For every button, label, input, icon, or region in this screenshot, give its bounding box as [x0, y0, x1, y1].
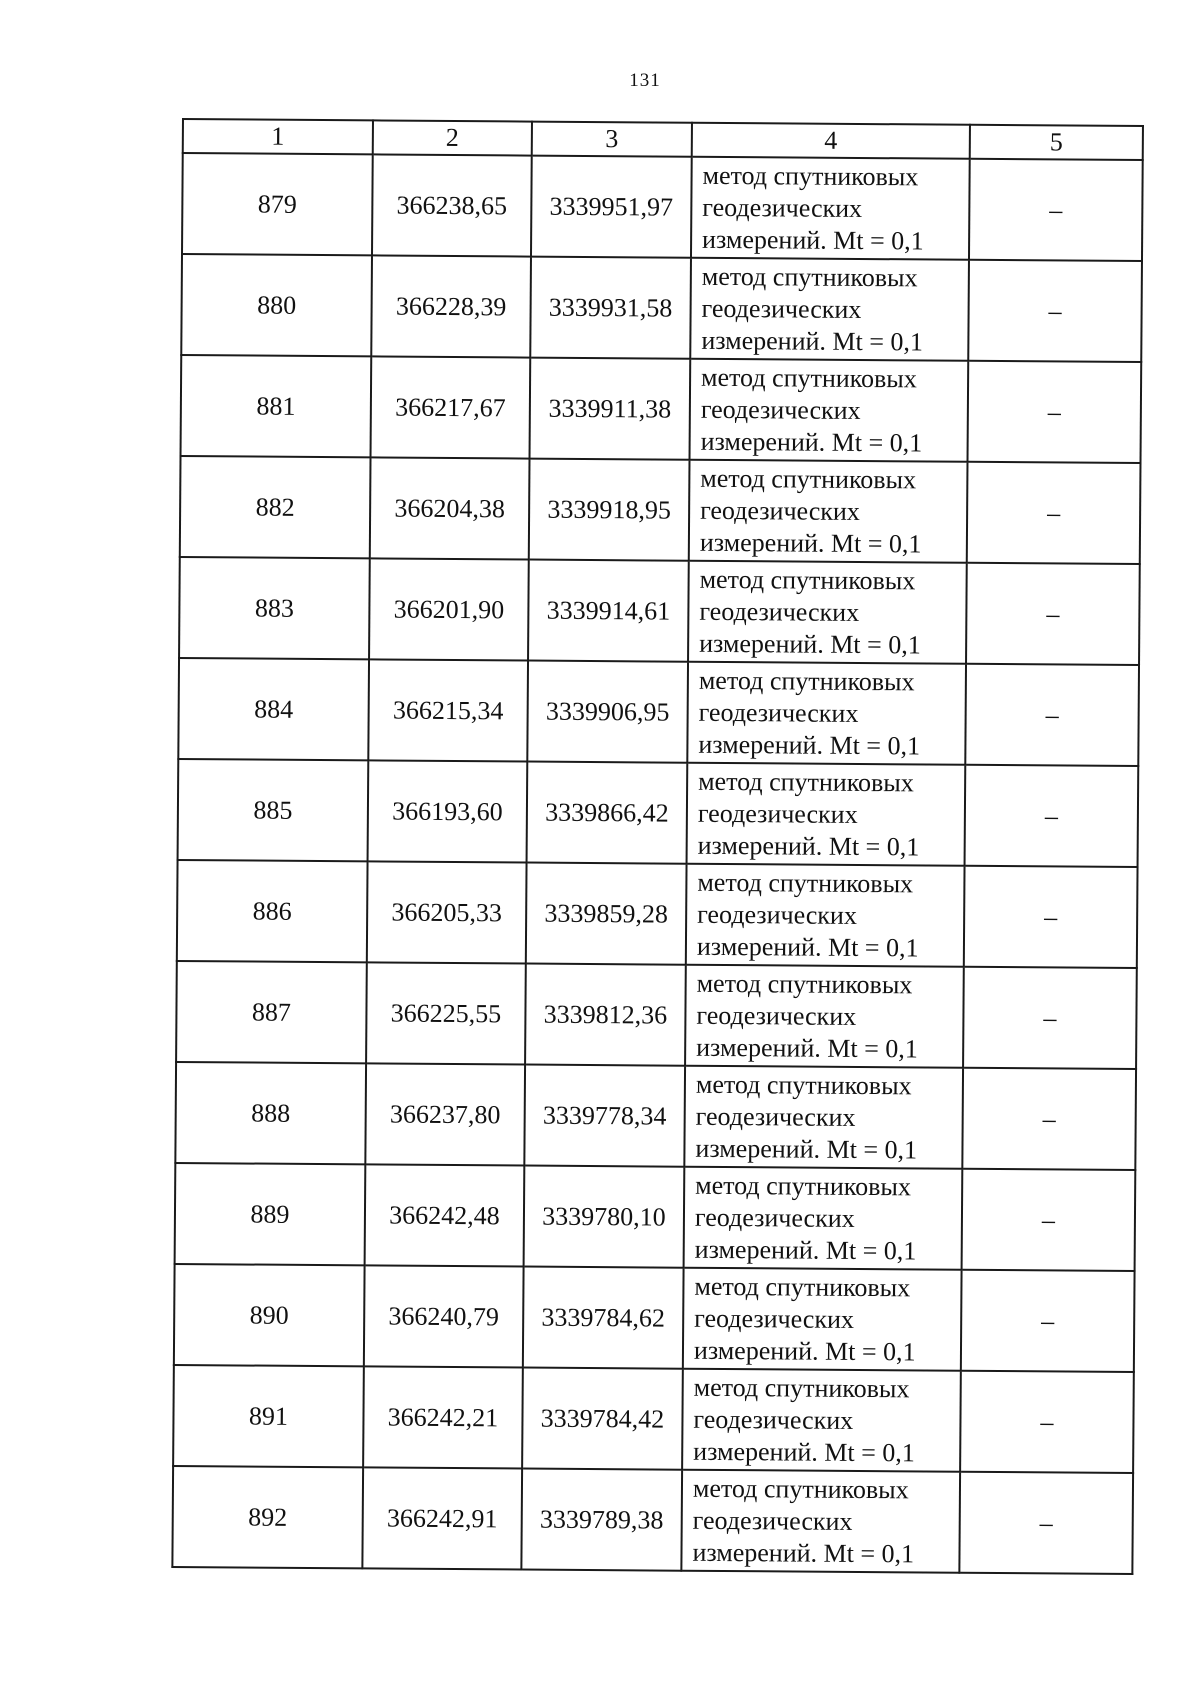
method-line: измерений. Mt = 0,1 [693, 1436, 915, 1467]
table-row [173, 1365, 1134, 1473]
method-line: измерений. Mt = 0,1 [692, 1537, 915, 1568]
method-line: метод спутниковых [692, 1473, 909, 1504]
method-line: метод спутниковых [699, 564, 916, 595]
method-line: метод спутниковых [701, 261, 918, 292]
method-line: метод спутниковых [695, 1069, 912, 1100]
point-number-cell: 884 [178, 658, 369, 760]
method-cell [691, 157, 970, 260]
method-line: геодезических [693, 1404, 854, 1435]
header-cell: 3 [532, 122, 692, 157]
table-row [175, 1062, 1136, 1170]
method-line: метод спутниковых [700, 463, 917, 494]
method-line: измерений. Mt = 0,1 [695, 1133, 918, 1164]
method-line: геодезических [696, 1000, 857, 1031]
x-coordinate-cell: 366215,34 [368, 659, 528, 761]
point-number-cell: 892 [172, 1466, 363, 1568]
note-cell: – [967, 462, 1141, 564]
note-cell: – [966, 563, 1140, 665]
x-coordinate-cell: 366201,90 [369, 558, 529, 660]
point-number-cell: 881 [181, 355, 372, 457]
method-line: измерений. Mt = 0,1 [702, 224, 924, 255]
coordinates-table [171, 118, 1144, 1575]
method-line: геодезических [699, 596, 860, 627]
x-coordinate-cell: 366237,80 [365, 1063, 525, 1165]
method-line: измерений. Mt = 0,1 [698, 729, 921, 760]
table-row [179, 557, 1140, 665]
x-coordinate-cell: 366242,21 [363, 1366, 523, 1468]
method-cell [687, 763, 966, 866]
header-cell: 1 [183, 119, 373, 154]
method-line: метод спутниковых [693, 1372, 910, 1403]
table-row [178, 658, 1139, 766]
method-line: геодезических [698, 697, 859, 728]
method-line: метод спутниковых [697, 867, 914, 898]
note-cell: – [965, 664, 1139, 766]
y-coordinate-cell: 3339859,28 [526, 863, 687, 965]
note-cell: – [959, 1472, 1133, 1574]
x-coordinate-cell: 366225,55 [366, 962, 526, 1064]
table-row [174, 1264, 1135, 1372]
method-line: измерений. Mt = 0,1 [701, 325, 924, 356]
method-line: измерений. Mt = 0,1 [697, 830, 920, 861]
point-number-cell: 886 [177, 860, 368, 962]
x-coordinate-cell: 366228,39 [371, 255, 531, 357]
y-coordinate-cell: 3339789,38 [521, 1469, 682, 1571]
point-number-cell: 891 [173, 1365, 364, 1467]
y-coordinate-cell: 3339812,36 [525, 964, 686, 1066]
method-line: метод спутниковых [702, 160, 919, 191]
y-coordinate-cell: 3339951,97 [531, 156, 692, 258]
y-coordinate-cell: 3339914,61 [528, 560, 689, 662]
method-cell [687, 662, 966, 765]
method-cell [686, 864, 965, 967]
page-number: 131 [629, 70, 661, 91]
method-line: метод спутниковых [694, 1271, 911, 1302]
y-coordinate-cell: 3339911,38 [530, 358, 691, 460]
method-line: геодезических [695, 1101, 856, 1132]
x-coordinate-cell: 366238,65 [372, 154, 532, 256]
method-line: измерений. Mt = 0,1 [696, 931, 919, 962]
note-cell: – [968, 361, 1142, 463]
table-row [176, 961, 1137, 1069]
method-line: метод спутниковых [698, 665, 915, 696]
point-number-cell: 882 [180, 456, 371, 558]
x-coordinate-cell: 366193,60 [368, 760, 528, 862]
method-cell [684, 1066, 963, 1169]
method-line: измерений. Mt = 0,1 [694, 1234, 917, 1265]
point-number-cell: 888 [175, 1062, 366, 1164]
point-number-cell: 879 [182, 153, 373, 255]
method-line: метод спутниковых [701, 362, 917, 393]
method-cell [689, 460, 968, 563]
table-body [172, 119, 1143, 1574]
header-cell: 5 [970, 125, 1143, 160]
table-row [180, 456, 1141, 564]
point-number-cell: 883 [179, 557, 370, 659]
note-cell: – [965, 765, 1139, 867]
point-number-cell: 890 [174, 1264, 365, 1366]
method-cell [685, 965, 964, 1068]
method-line: геодезических [702, 192, 863, 223]
x-coordinate-cell: 366205,33 [367, 861, 527, 963]
y-coordinate-cell: 3339778,34 [524, 1065, 685, 1167]
y-coordinate-cell: 3339918,95 [529, 459, 690, 561]
table-row [182, 153, 1143, 261]
note-cell: – [963, 967, 1137, 1069]
y-coordinate-cell: 3339906,95 [527, 661, 688, 763]
method-cell [690, 359, 969, 462]
method-line: геодезических [701, 293, 862, 324]
method-line: геодезических [700, 394, 861, 425]
method-line: геодезических [694, 1303, 855, 1334]
note-cell: – [969, 159, 1143, 261]
method-line: измерений. Mt = 0,1 [700, 426, 923, 457]
method-cell [681, 1470, 960, 1573]
note-cell: – [960, 1371, 1134, 1473]
method-line: измерений. Mt = 0,1 [693, 1335, 916, 1366]
point-number-cell: 885 [178, 759, 369, 861]
x-coordinate-cell: 366217,67 [371, 356, 531, 458]
note-cell: – [968, 260, 1142, 362]
method-cell [690, 258, 969, 361]
table-row [172, 1466, 1133, 1574]
method-cell [683, 1268, 962, 1371]
x-coordinate-cell: 366242,48 [365, 1164, 525, 1266]
note-cell: – [962, 1169, 1136, 1271]
note-cell: – [962, 1068, 1136, 1170]
table-row [181, 254, 1142, 362]
method-line: метод спутниковых [698, 766, 914, 797]
x-coordinate-cell: 366240,79 [364, 1265, 524, 1367]
method-cell [688, 561, 967, 664]
header-cell: 4 [692, 123, 970, 159]
table-row [175, 1163, 1136, 1271]
point-number-cell: 880 [181, 254, 372, 356]
point-number-cell: 887 [176, 961, 367, 1063]
method-line: геодезических [700, 495, 860, 526]
x-coordinate-cell: 366242,91 [362, 1467, 522, 1569]
method-line: метод спутниковых [696, 968, 913, 999]
table-row [181, 355, 1142, 463]
note-cell: – [964, 866, 1138, 968]
y-coordinate-cell: 3339931,58 [530, 257, 691, 359]
method-line: геодезических [692, 1505, 853, 1536]
method-cell [684, 1167, 963, 1270]
y-coordinate-cell: 3339784,62 [523, 1267, 684, 1369]
table-row [178, 759, 1139, 867]
table-row [177, 860, 1138, 968]
method-line: геодезических [694, 1202, 855, 1233]
y-coordinate-cell: 3339866,42 [527, 762, 688, 864]
y-coordinate-cell: 3339780,10 [524, 1166, 685, 1268]
method-line: геодезических [697, 899, 858, 930]
point-number-cell: 889 [175, 1163, 366, 1265]
y-coordinate-cell: 3339784,42 [522, 1368, 683, 1470]
method-cell [682, 1369, 961, 1472]
method-line: измерений. Mt = 0,1 [699, 628, 921, 659]
method-line: метод спутниковых [695, 1170, 911, 1201]
header-cell: 2 [373, 120, 532, 155]
x-coordinate-cell: 366204,38 [370, 457, 530, 559]
method-line: геодезических [697, 798, 858, 829]
method-line: измерений. Mt = 0,1 [699, 527, 922, 558]
note-cell: – [961, 1270, 1135, 1372]
method-line: измерений. Mt = 0,1 [696, 1032, 918, 1063]
